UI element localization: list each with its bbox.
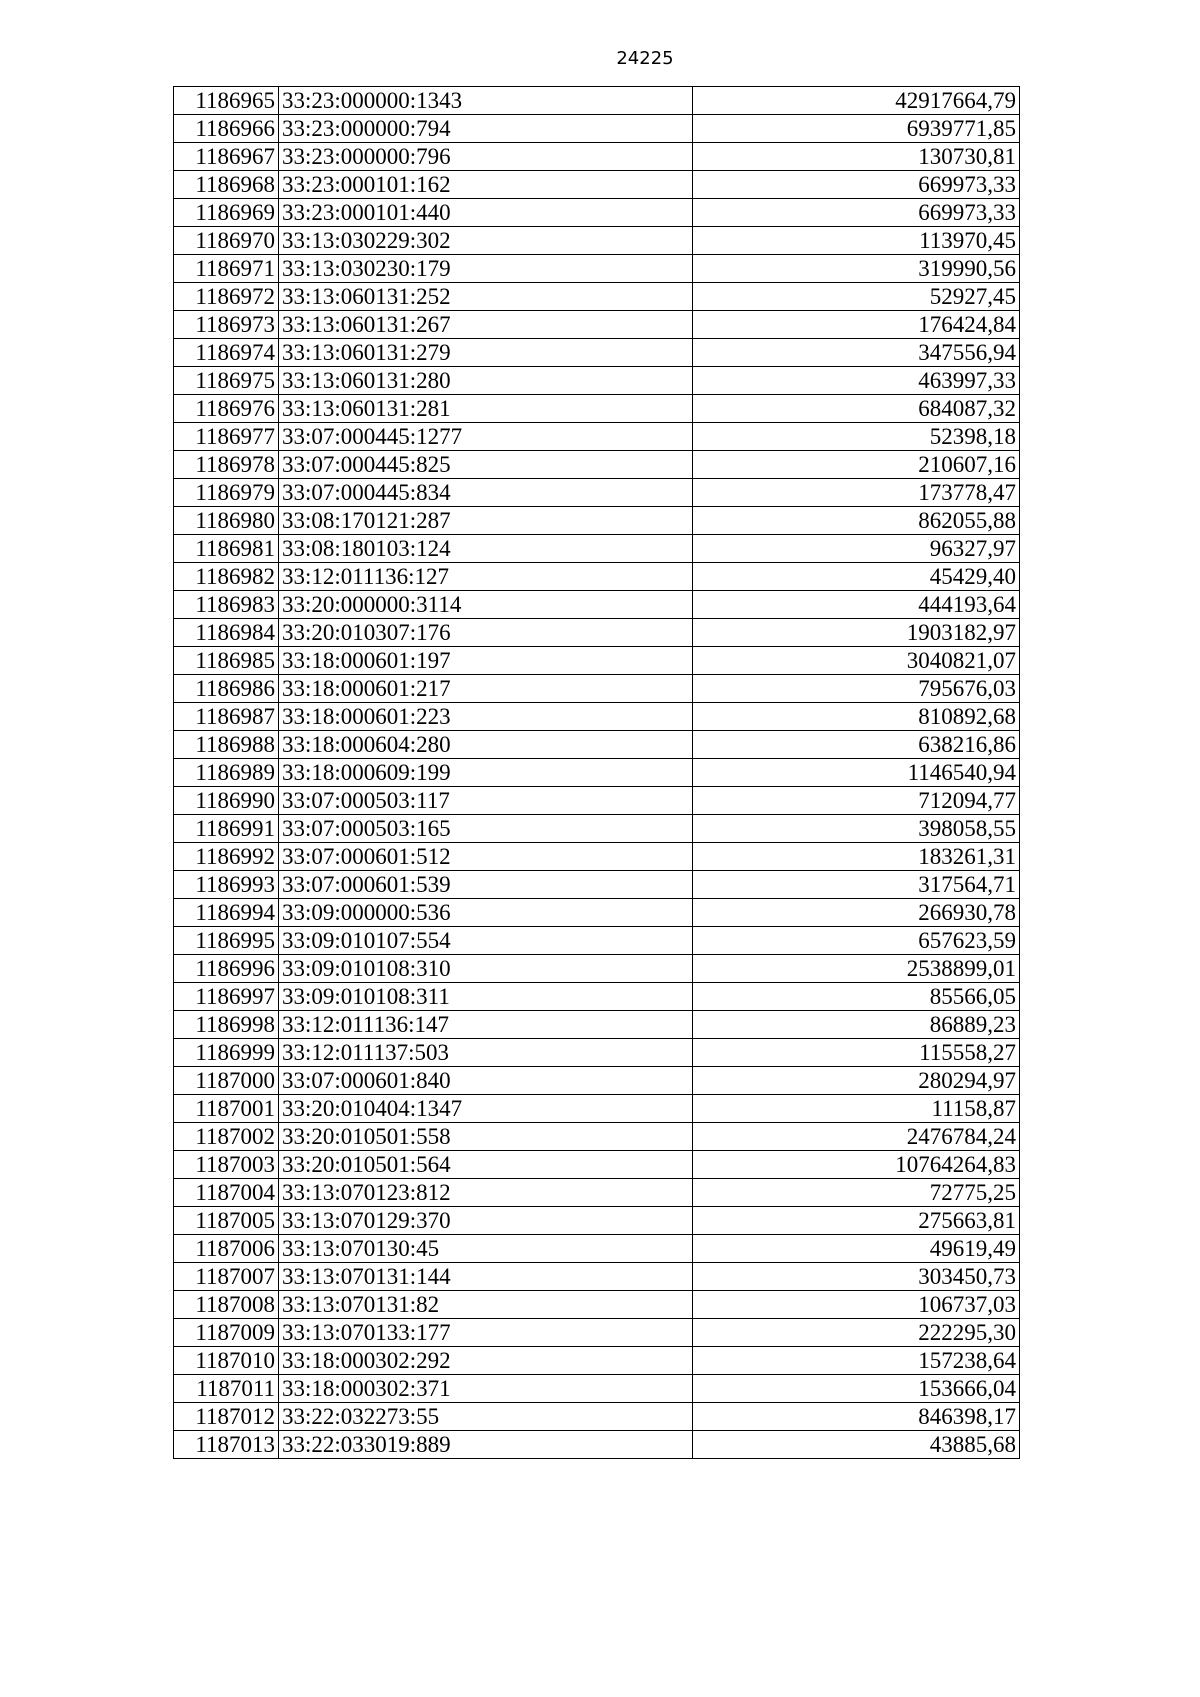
row-id-cell: 1186991 [174,815,279,843]
row-id-cell: 1186980 [174,507,279,535]
row-id-cell: 1187003 [174,1151,279,1179]
cadastral-number-cell: 33:07:000445:825 [279,451,693,479]
cadastral-number-cell: 33:09:000000:536 [279,899,693,927]
cadastral-number-cell: 33:22:033019:889 [279,1431,693,1459]
cadastral-value-cell: 795676,03 [693,675,1020,703]
cadastral-value-cell: 52927,45 [693,283,1020,311]
row-id-cell: 1187005 [174,1207,279,1235]
cadastral-value-cell: 684087,32 [693,395,1020,423]
row-id-cell: 1186965 [174,87,279,115]
table-row [174,619,1020,647]
cadastral-value-cell: 3040821,07 [693,647,1020,675]
cadastral-value-cell: 275663,81 [693,1207,1020,1235]
cadastral-value-cell: 810892,68 [693,703,1020,731]
table-row [174,1431,1020,1459]
table-row [174,143,1020,171]
cadastral-number-cell: 33:07:000445:1277 [279,423,693,451]
cadastral-number-cell: 33:22:032273:55 [279,1403,693,1431]
table-row [174,955,1020,983]
cadastral-value-cell: 657623,59 [693,927,1020,955]
row-id-cell: 1187004 [174,1179,279,1207]
table-row [174,227,1020,255]
cadastral-number-cell: 33:23:000101:162 [279,171,693,199]
cadastral-value-cell: 11158,87 [693,1095,1020,1123]
cadastral-number-cell: 33:23:000101:440 [279,199,693,227]
table-row [174,1235,1020,1263]
cadastral-number-cell: 33:07:000503:165 [279,815,693,843]
cadastral-number-cell: 33:08:170121:287 [279,507,693,535]
row-id-cell: 1186984 [174,619,279,647]
cadastral-number-cell: 33:18:000604:280 [279,731,693,759]
table-row [174,1067,1020,1095]
row-id-cell: 1186983 [174,591,279,619]
table-row [174,423,1020,451]
row-id-cell: 1186998 [174,1011,279,1039]
row-id-cell: 1187002 [174,1123,279,1151]
cadastral-number-cell: 33:12:011137:503 [279,1039,693,1067]
row-id-cell: 1186970 [174,227,279,255]
cadastral-value-cell: 712094,77 [693,787,1020,815]
cadastral-value-table [173,86,1020,1459]
table-row [174,1375,1020,1403]
cadastral-number-cell: 33:12:011136:147 [279,1011,693,1039]
row-id-cell: 1187006 [174,1235,279,1263]
row-id-cell: 1186981 [174,535,279,563]
row-id-cell: 1186995 [174,927,279,955]
cadastral-value-cell: 1903182,97 [693,619,1020,647]
table-row [174,395,1020,423]
cadastral-number-cell: 33:13:060131:267 [279,311,693,339]
cadastral-value-cell: 10764264,83 [693,1151,1020,1179]
cadastral-number-cell: 33:13:070131:82 [279,1291,693,1319]
cadastral-number-cell: 33:07:000445:834 [279,479,693,507]
row-id-cell: 1186999 [174,1039,279,1067]
row-id-cell: 1186967 [174,143,279,171]
cadastral-number-cell: 33:13:070133:177 [279,1319,693,1347]
row-id-cell: 1186992 [174,843,279,871]
table-row [174,479,1020,507]
cadastral-number-cell: 33:18:000302:371 [279,1375,693,1403]
page-number: 24225 [616,48,674,69]
table-row [174,451,1020,479]
table-row [174,1263,1020,1291]
cadastral-value-cell: 846398,17 [693,1403,1020,1431]
table-row [174,899,1020,927]
cadastral-number-cell: 33:13:060131:280 [279,367,693,395]
cadastral-value-cell: 106737,03 [693,1291,1020,1319]
cadastral-number-cell: 33:13:030229:302 [279,227,693,255]
row-id-cell: 1186993 [174,871,279,899]
cadastral-number-cell: 33:07:000601:512 [279,843,693,871]
cadastral-number-cell: 33:13:070129:370 [279,1207,693,1235]
cadastral-value-cell: 347556,94 [693,339,1020,367]
cadastral-value-cell: 2538899,01 [693,955,1020,983]
cadastral-value-cell: 42917664,79 [693,87,1020,115]
cadastral-number-cell: 33:09:010107:554 [279,927,693,955]
row-id-cell: 1186972 [174,283,279,311]
table-row [174,1291,1020,1319]
cadastral-value-cell: 49619,49 [693,1235,1020,1263]
cadastral-number-cell: 33:13:030230:179 [279,255,693,283]
table-row [174,1207,1020,1235]
cadastral-value-cell: 398058,55 [693,815,1020,843]
cadastral-number-cell: 33:23:000000:794 [279,115,693,143]
cadastral-value-cell: 113970,45 [693,227,1020,255]
cadastral-number-cell: 33:13:070131:144 [279,1263,693,1291]
row-id-cell: 1186990 [174,787,279,815]
cadastral-value-cell: 52398,18 [693,423,1020,451]
table-row [174,815,1020,843]
cadastral-value-cell: 153666,04 [693,1375,1020,1403]
cadastral-value-cell: 43885,68 [693,1431,1020,1459]
cadastral-number-cell: 33:09:010108:311 [279,983,693,1011]
table-row [174,843,1020,871]
table-row [174,255,1020,283]
cadastral-value-cell: 317564,71 [693,871,1020,899]
row-id-cell: 1186997 [174,983,279,1011]
cadastral-value-cell: 96327,97 [693,535,1020,563]
cadastral-number-cell: 33:12:011136:127 [279,563,693,591]
cadastral-value-cell: 1146540,94 [693,759,1020,787]
table-row [174,591,1020,619]
cadastral-number-cell: 33:13:060131:279 [279,339,693,367]
row-id-cell: 1187008 [174,1291,279,1319]
row-id-cell: 1186988 [174,731,279,759]
table-row [174,647,1020,675]
row-id-cell: 1187007 [174,1263,279,1291]
table-row [174,927,1020,955]
row-id-cell: 1186975 [174,367,279,395]
cadastral-value-cell: 319990,56 [693,255,1020,283]
cadastral-value-cell: 669973,33 [693,171,1020,199]
row-id-cell: 1187010 [174,1347,279,1375]
row-id-cell: 1187011 [174,1375,279,1403]
table-row [174,1039,1020,1067]
table-row [174,115,1020,143]
cadastral-value-cell: 2476784,24 [693,1123,1020,1151]
row-id-cell: 1186968 [174,171,279,199]
row-id-cell: 1187009 [174,1319,279,1347]
table-body [174,87,1020,1459]
cadastral-number-cell: 33:07:000601:539 [279,871,693,899]
cadastral-number-cell: 33:23:000000:1343 [279,87,693,115]
cadastral-number-cell: 33:18:000302:292 [279,1347,693,1375]
table-row [174,703,1020,731]
row-id-cell: 1186979 [174,479,279,507]
table-row [174,1151,1020,1179]
cadastral-number-cell: 33:20:010501:564 [279,1151,693,1179]
cadastral-number-cell: 33:18:000601:197 [279,647,693,675]
row-id-cell: 1186978 [174,451,279,479]
cadastral-value-cell: 222295,30 [693,1319,1020,1347]
cadastral-value-cell: 862055,88 [693,507,1020,535]
cadastral-number-cell: 33:07:000503:117 [279,787,693,815]
row-id-cell: 1186969 [174,199,279,227]
cadastral-value-cell: 210607,16 [693,451,1020,479]
cadastral-value-cell: 6939771,85 [693,115,1020,143]
table-row [174,1319,1020,1347]
cadastral-number-cell: 33:18:000609:199 [279,759,693,787]
table-row [174,675,1020,703]
row-id-cell: 1186971 [174,255,279,283]
row-id-cell: 1186994 [174,899,279,927]
cadastral-number-cell: 33:13:060131:252 [279,283,693,311]
cadastral-number-cell: 33:09:010108:310 [279,955,693,983]
cadastral-number-cell: 33:20:000000:3114 [279,591,693,619]
table-row [174,1123,1020,1151]
cadastral-value-cell: 176424,84 [693,311,1020,339]
row-id-cell: 1186985 [174,647,279,675]
row-id-cell: 1186973 [174,311,279,339]
row-id-cell: 1186982 [174,563,279,591]
table-row [174,171,1020,199]
table-row [174,563,1020,591]
row-id-cell: 1186966 [174,115,279,143]
row-id-cell: 1187012 [174,1403,279,1431]
table-row [174,339,1020,367]
row-id-cell: 1186976 [174,395,279,423]
table-row [174,87,1020,115]
cadastral-value-cell: 463997,33 [693,367,1020,395]
row-id-cell: 1186986 [174,675,279,703]
cadastral-value-cell: 303450,73 [693,1263,1020,1291]
row-id-cell: 1187013 [174,1431,279,1459]
table-row [174,199,1020,227]
cadastral-value-cell: 86889,23 [693,1011,1020,1039]
row-id-cell: 1186996 [174,955,279,983]
cadastral-value-cell: 638216,86 [693,731,1020,759]
table-row [174,283,1020,311]
cadastral-value-cell: 183261,31 [693,843,1020,871]
cadastral-value-cell: 444193,64 [693,591,1020,619]
table-row [174,311,1020,339]
table-row [174,759,1020,787]
cadastral-number-cell: 33:18:000601:217 [279,675,693,703]
cadastral-number-cell: 33:20:010307:176 [279,619,693,647]
cadastral-value-cell: 173778,47 [693,479,1020,507]
table-row [174,1095,1020,1123]
cadastral-value-cell: 45429,40 [693,563,1020,591]
cadastral-number-cell: 33:07:000601:840 [279,1067,693,1095]
table-row [174,1347,1020,1375]
cadastral-number-cell: 33:20:010404:1347 [279,1095,693,1123]
row-id-cell: 1186987 [174,703,279,731]
cadastral-number-cell: 33:08:180103:124 [279,535,693,563]
cadastral-number-cell: 33:20:010501:558 [279,1123,693,1151]
row-id-cell: 1186974 [174,339,279,367]
table-row [174,1403,1020,1431]
cadastral-number-cell: 33:23:000000:796 [279,143,693,171]
row-id-cell: 1187000 [174,1067,279,1095]
table-row [174,731,1020,759]
cadastral-value-cell: 157238,64 [693,1347,1020,1375]
cadastral-value-cell: 130730,81 [693,143,1020,171]
cadastral-number-cell: 33:13:070130:45 [279,1235,693,1263]
table-row [174,367,1020,395]
table-row [174,535,1020,563]
row-id-cell: 1187001 [174,1095,279,1123]
table-row [174,1011,1020,1039]
cadastral-number-cell: 33:13:060131:281 [279,395,693,423]
table-row [174,507,1020,535]
cadastral-value-cell: 266930,78 [693,899,1020,927]
cadastral-number-cell: 33:13:070123:812 [279,1179,693,1207]
table-row [174,871,1020,899]
table-row [174,787,1020,815]
cadastral-value-cell: 115558,27 [693,1039,1020,1067]
cadastral-value-cell: 669973,33 [693,199,1020,227]
table-row [174,1179,1020,1207]
cadastral-value-cell: 280294,97 [693,1067,1020,1095]
cadastral-value-cell: 72775,25 [693,1179,1020,1207]
table-row [174,983,1020,1011]
cadastral-number-cell: 33:18:000601:223 [279,703,693,731]
row-id-cell: 1186989 [174,759,279,787]
cadastral-value-cell: 85566,05 [693,983,1020,1011]
row-id-cell: 1186977 [174,423,279,451]
